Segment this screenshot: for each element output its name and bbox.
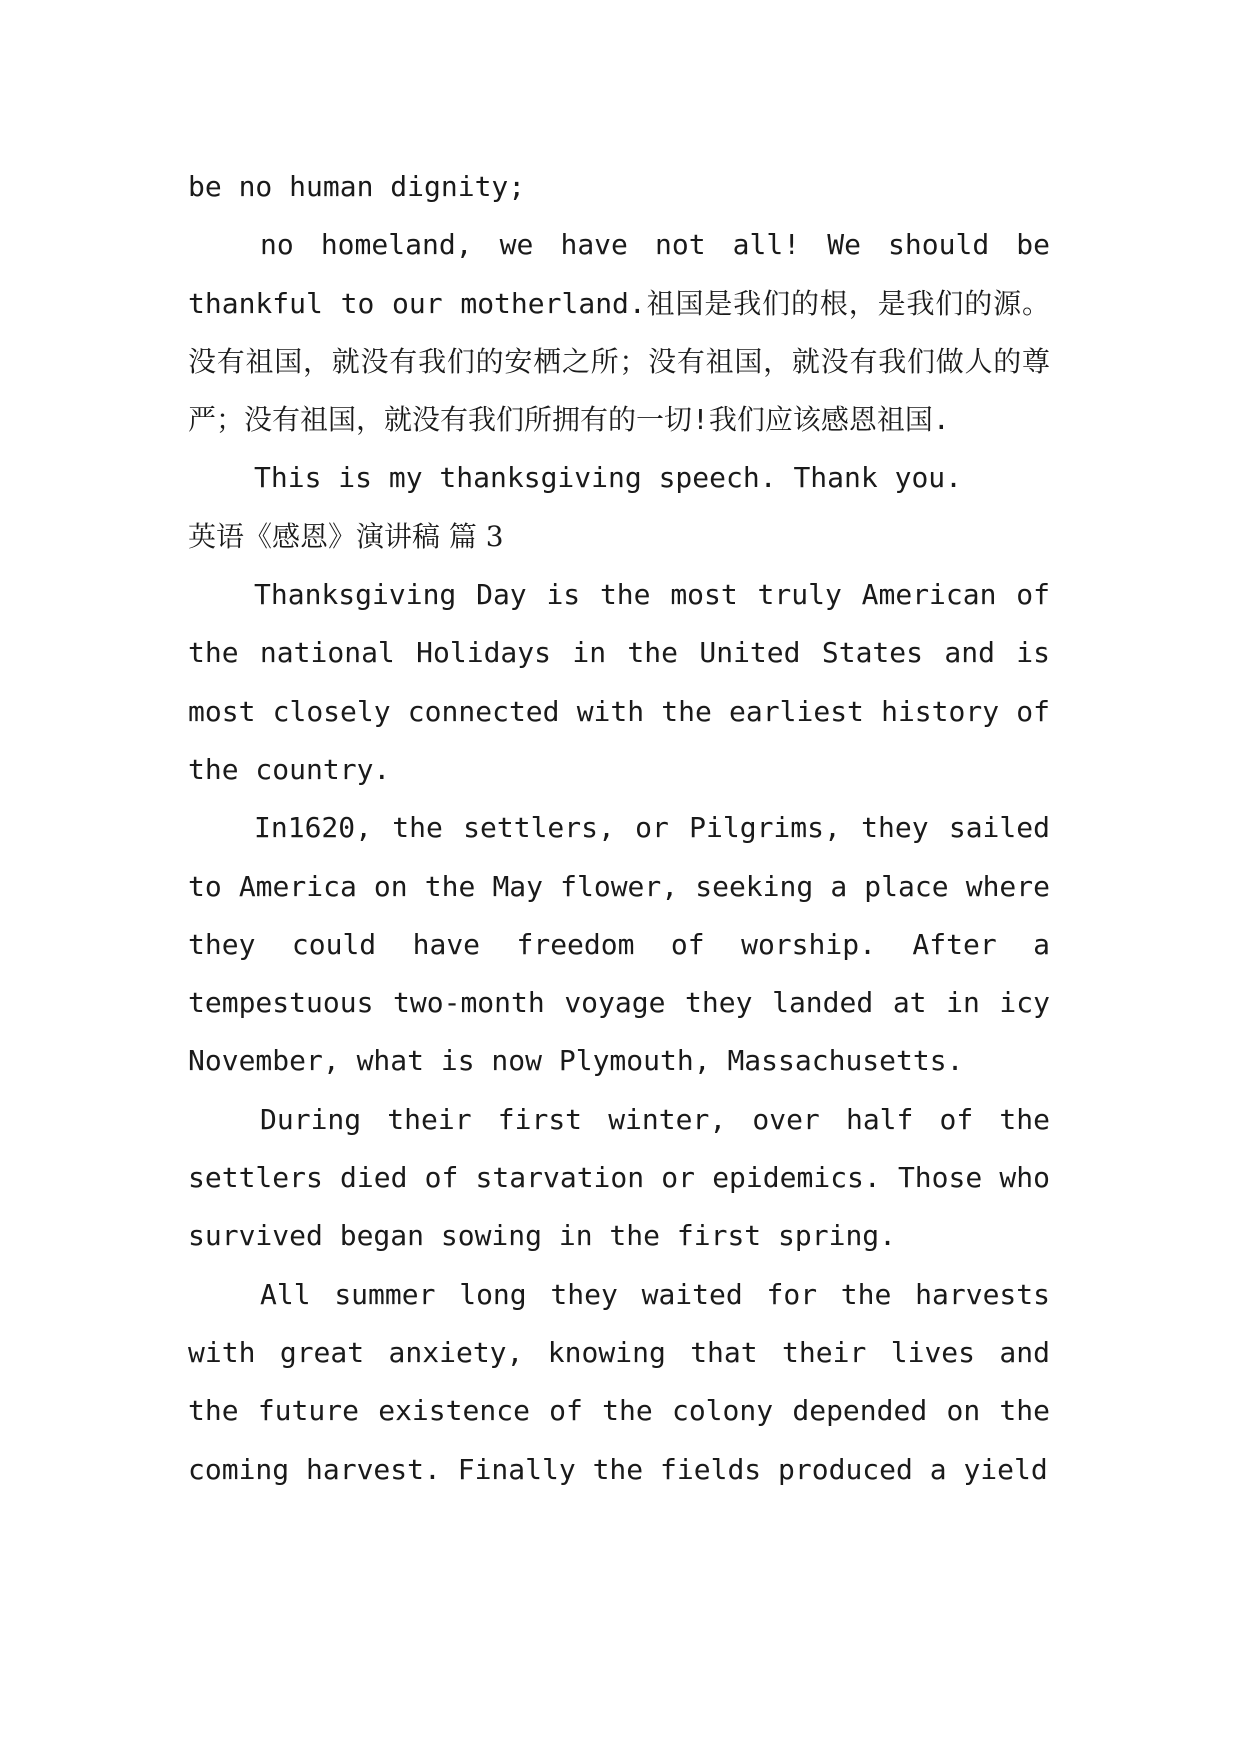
body-paragraph: In1620, the settlers, or Pilgrims, they sailed to America on the May flower, seeking a place where they could have freedom of worship. After a tempestuous two-month voyage they landed at in icy November, what is now Plymouth, Massachusetts. [188,811,1050,1078]
body-paragraph: All summer long they waited for the harvests with great anxiety, knowing that their lives and the future existence of the colony depended on the coming harvest. Finally the fields produced a yield [188,1277,1050,1486]
closing-paragraph: This is my thanksgiving speech. Thank you. [254,461,963,495]
document-page [188,158,1050,1499]
body-paragraph: Thanksgiving Day is the most truly American of the national Holidays in the United States and is most closely connected with the earliest history of the country. [188,578,1050,786]
homeland-paragraph: no homeland, we have not all! We should be thankful to our motherland.祖国是我们的根，是我们的源。没有祖国，就没有我们的安栖之所；没有祖国，就没有我们做人的尊严；没有祖国，就没有我们所拥有的一切!我们应该感恩祖国. [188,228,1050,437]
continuation-line: be no human dignity; [188,170,526,203]
body-paragraph: During their first winter, over half of the settlers died of starvation or epidemics. Those who survived began sowing in the first spring. [188,1102,1050,1253]
section-heading: 英语《感恩》演讲稿 篇 3 [188,519,504,553]
